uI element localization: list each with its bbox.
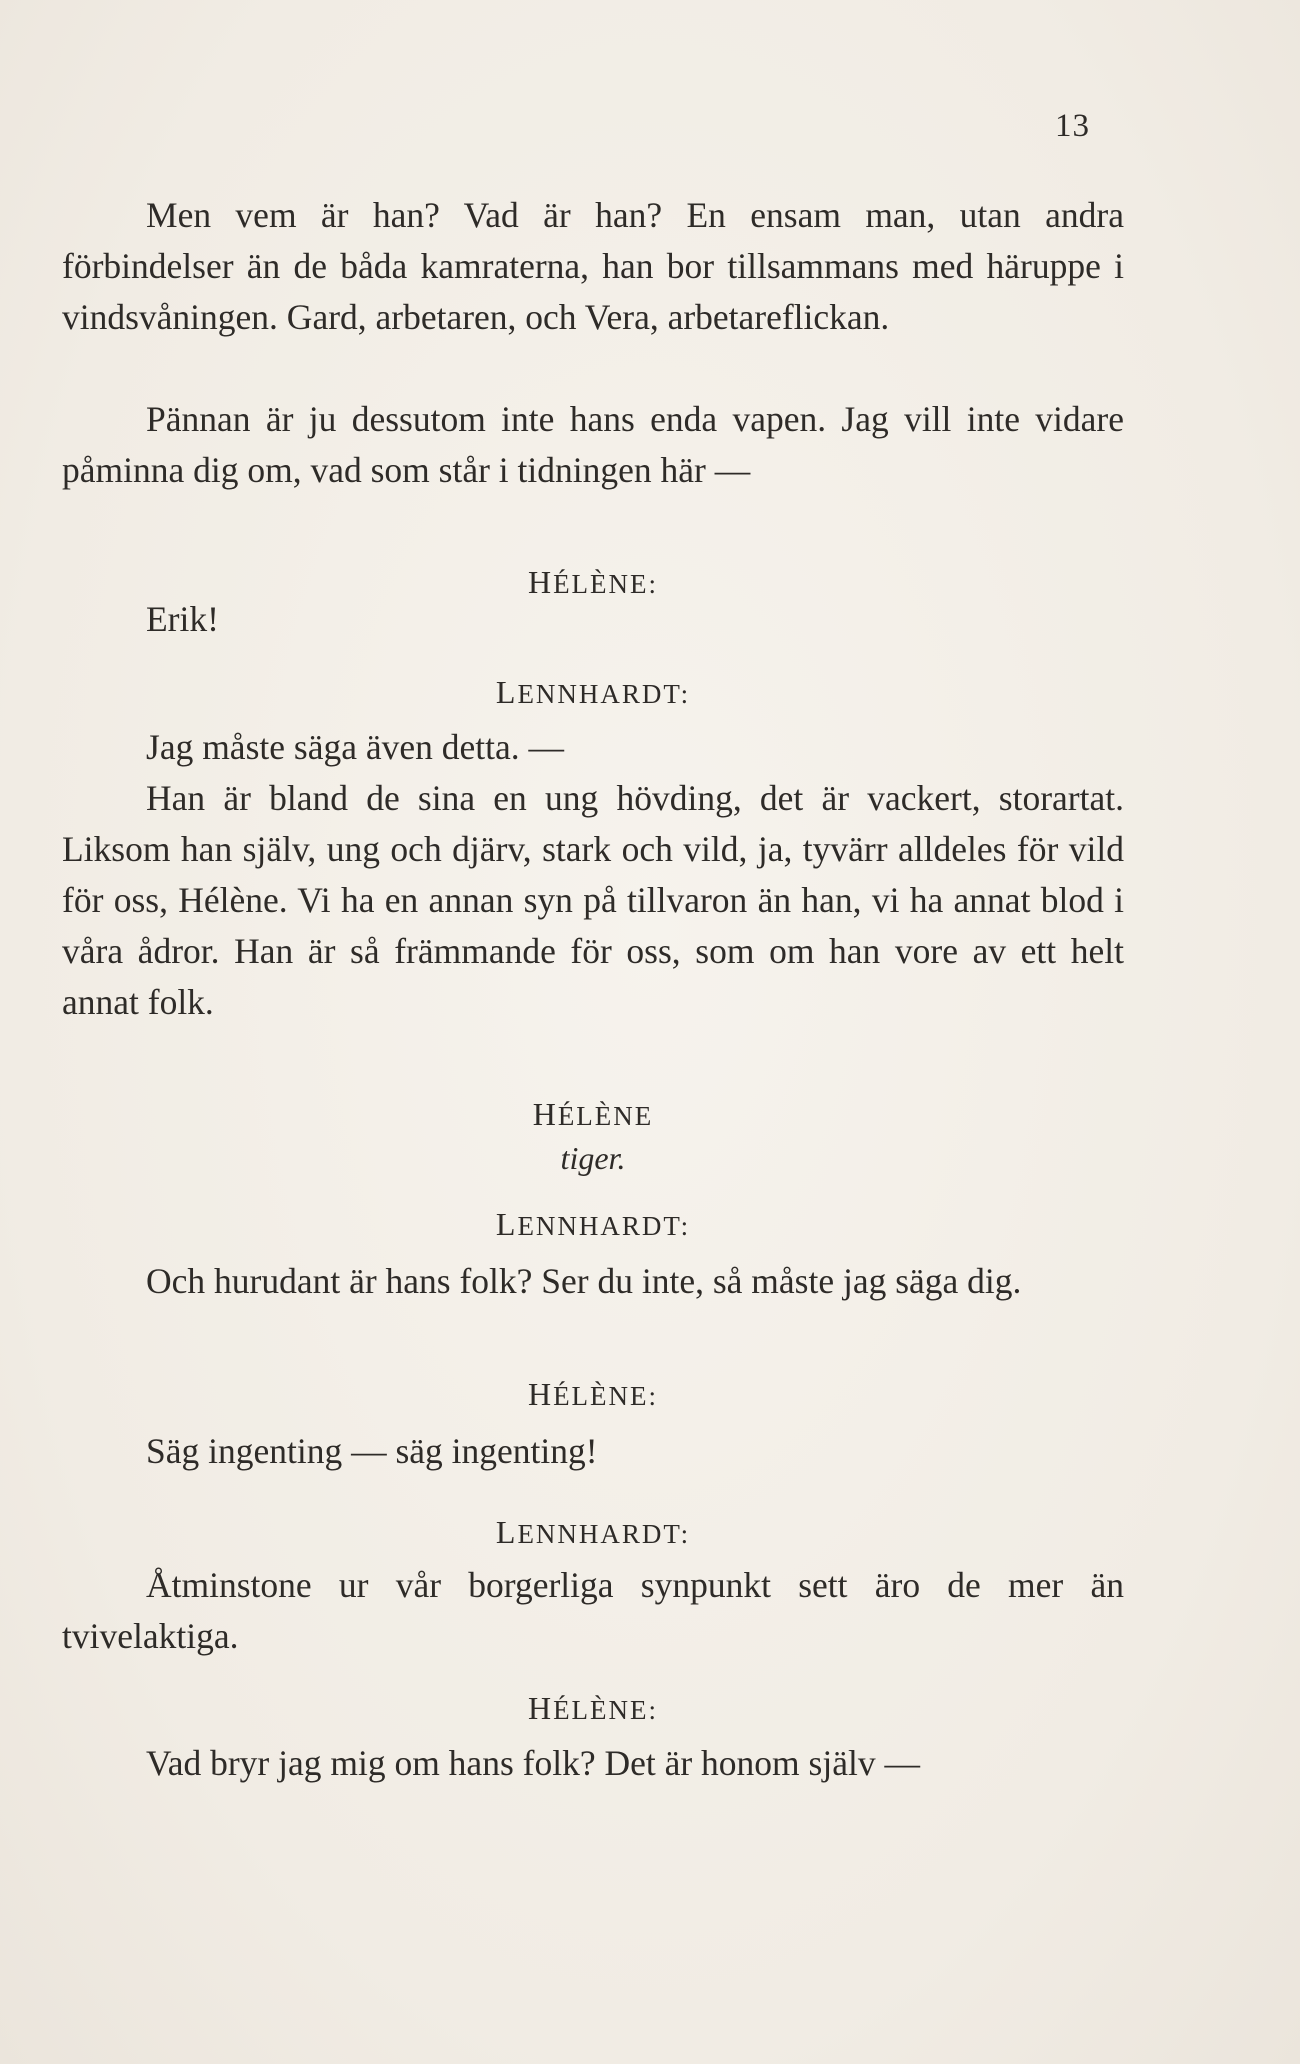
dialogue-paragraph: Jag måste säga även detta. —: [146, 727, 564, 767]
speaker-name: LENNHARDT:: [495, 1206, 691, 1242]
stage-direction: tiger.: [560, 1140, 626, 1176]
dialogue-paragraph: Men vem är han? Vad är han? En ensam man, utan andra förbindelser än de båda kamraterna, han bor tillsammans med häruppe i vindsvåningen. Gard, arbetaren, och Vera, arbetareflickan.: [62, 195, 1124, 337]
page-number: 13: [1055, 108, 1090, 144]
speaker-name: HÉLÈNE:: [527, 1376, 659, 1412]
dialogue-paragraph: Vad bryr jag mig om hans folk? Det är honom själv —: [146, 1743, 920, 1783]
dialogue-paragraph: Erik!: [146, 599, 219, 639]
speaker-name: LENNHARDT:: [495, 674, 691, 710]
speaker-name: HÉLÈNE:: [527, 564, 659, 600]
speaker-name: HÉLÈNE:: [527, 1690, 659, 1726]
dialogue-paragraph: Åtminstone ur vår borgerliga synpunkt sett äro de mer än tvivelaktiga.: [62, 1565, 1124, 1656]
dialogue-paragraph: Och hurudant är hans folk? Ser du inte, så måste jag säga dig.: [146, 1261, 1022, 1301]
dialogue-paragraph: Han är bland de sina en ung hövding, det är vackert, storartat. Liksom han själv, ung och djärv, stark och vild, ja, tyvärr alldeles för vild för oss, Hélène. Vi ha en annan syn på tillvaron än han, vi ha annat blod i våra ådror. Han är så främmande för oss, som om han vore av ett helt annat folk.: [62, 778, 1124, 1022]
speaker-name: LENNHARDT:: [495, 1514, 691, 1550]
speaker-name: HÉLÈNE: [532, 1096, 654, 1132]
dialogue-paragraph: Pännan är ju dessutom inte hans enda vapen. Jag vill inte vidare påminna dig om, vad som står i tidningen här —: [62, 399, 1124, 490]
dialogue-paragraph: Säg ingenting — säg ingenting!: [146, 1431, 598, 1471]
